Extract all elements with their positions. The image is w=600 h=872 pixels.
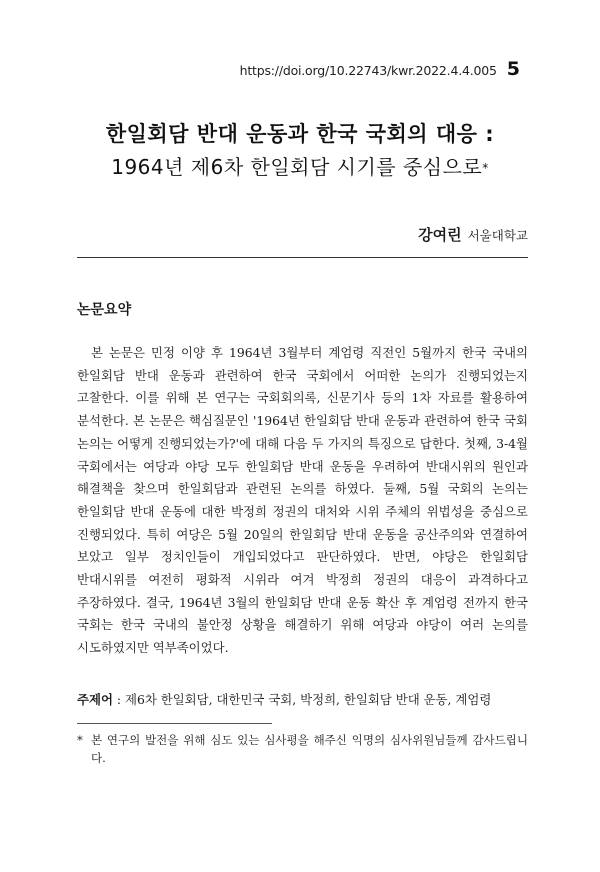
running-header: [240, 58, 520, 80]
footnote: [77, 731, 528, 767]
footnote-mark: *: [77, 733, 83, 747]
author-affiliation: 서울대학교: [467, 228, 528, 243]
title-divider: [77, 257, 528, 258]
footnote-divider: [77, 723, 272, 724]
title-line-2: [0, 151, 600, 180]
keywords-list: 제6차 한일회담, 대한민국 국회, 박정희, 한일회담 반대 운동, 계엄령: [124, 692, 492, 707]
author-line: [418, 224, 528, 245]
title-footnote-mark: *: [482, 161, 489, 175]
title-line-2-text: 1964년 제6차 한일회담 시기를 중심으로: [111, 155, 483, 179]
footnote-text: 본 연구의 발전을 위해 심도 있는 심사평을 해주신 익명의 심사위원님들께 감사드립니다.: [91, 733, 528, 765]
abstract-heading: 논문요약: [77, 302, 132, 318]
keywords-separator: :: [112, 692, 125, 707]
keywords: [77, 690, 537, 708]
abstract-body: 본 논문은 민정 이양 후 1964년 3월부터 계엄령 직전인 5월까지 한국 국내의 한일회담 반대 운동과 관련하여 한국 국회에서 어떠한 논의가 진행되었는지 고찰한다. 이를 위해 본 연구는 국회회의록, 신문기사 등의 1차 자료를 활용하여 분석한다. 본 논문은 핵심질문인 '1964년 한일회담 반대 운동과 관련하여 한국 국회 논의는 어떻게 진행되었는가?'에 대해 다음 두 가지의 특징으로 답한다. 첫째, 3-4월 국회에서는 여당과 야당 모두 한일회담 반대 운동을 우려하여 반대시위의 원인과 해결책을 찾으며 한일회담과 관련된 논의를 하였다. 둘째, 5월 국회의 논의는 한일회담 반대 운동에 대한 박정희 정권의 대처와 시위 주체의 위법성을 중심으로 진행되었다. 특히 여당은 5월 20일의 한일회담 반대 운동을 공산주의와 연결하여 보았고 일부 정치인들이 개입되었다고 판단하였다. 반면, 야당은 한일회담 반대시위를 여전히 평화적 시위라 여겨 박정희 정권의 대응이 과격하다고 주장하였다. 결국, 1964년 3월의 한일회담 반대 운동 확산 후 계엄령 전까지 한국 국회는 한국 국내의 불안정 상황을 해결하기 위해 여당과 야당이 여러 논의를 시도하였지만 역부족이었다.: [77, 345, 528, 656]
doi-link[interactable]: https://doi.org/10.22743/kwr.2022.4.4.005: [239, 63, 497, 78]
page-number: 5: [506, 58, 520, 80]
author-name: 강여린: [418, 226, 462, 244]
keywords-label: 주제어: [77, 692, 113, 707]
title-line-1: 한일회담 반대 운동과 한국 국회의 대응 :: [105, 122, 495, 146]
